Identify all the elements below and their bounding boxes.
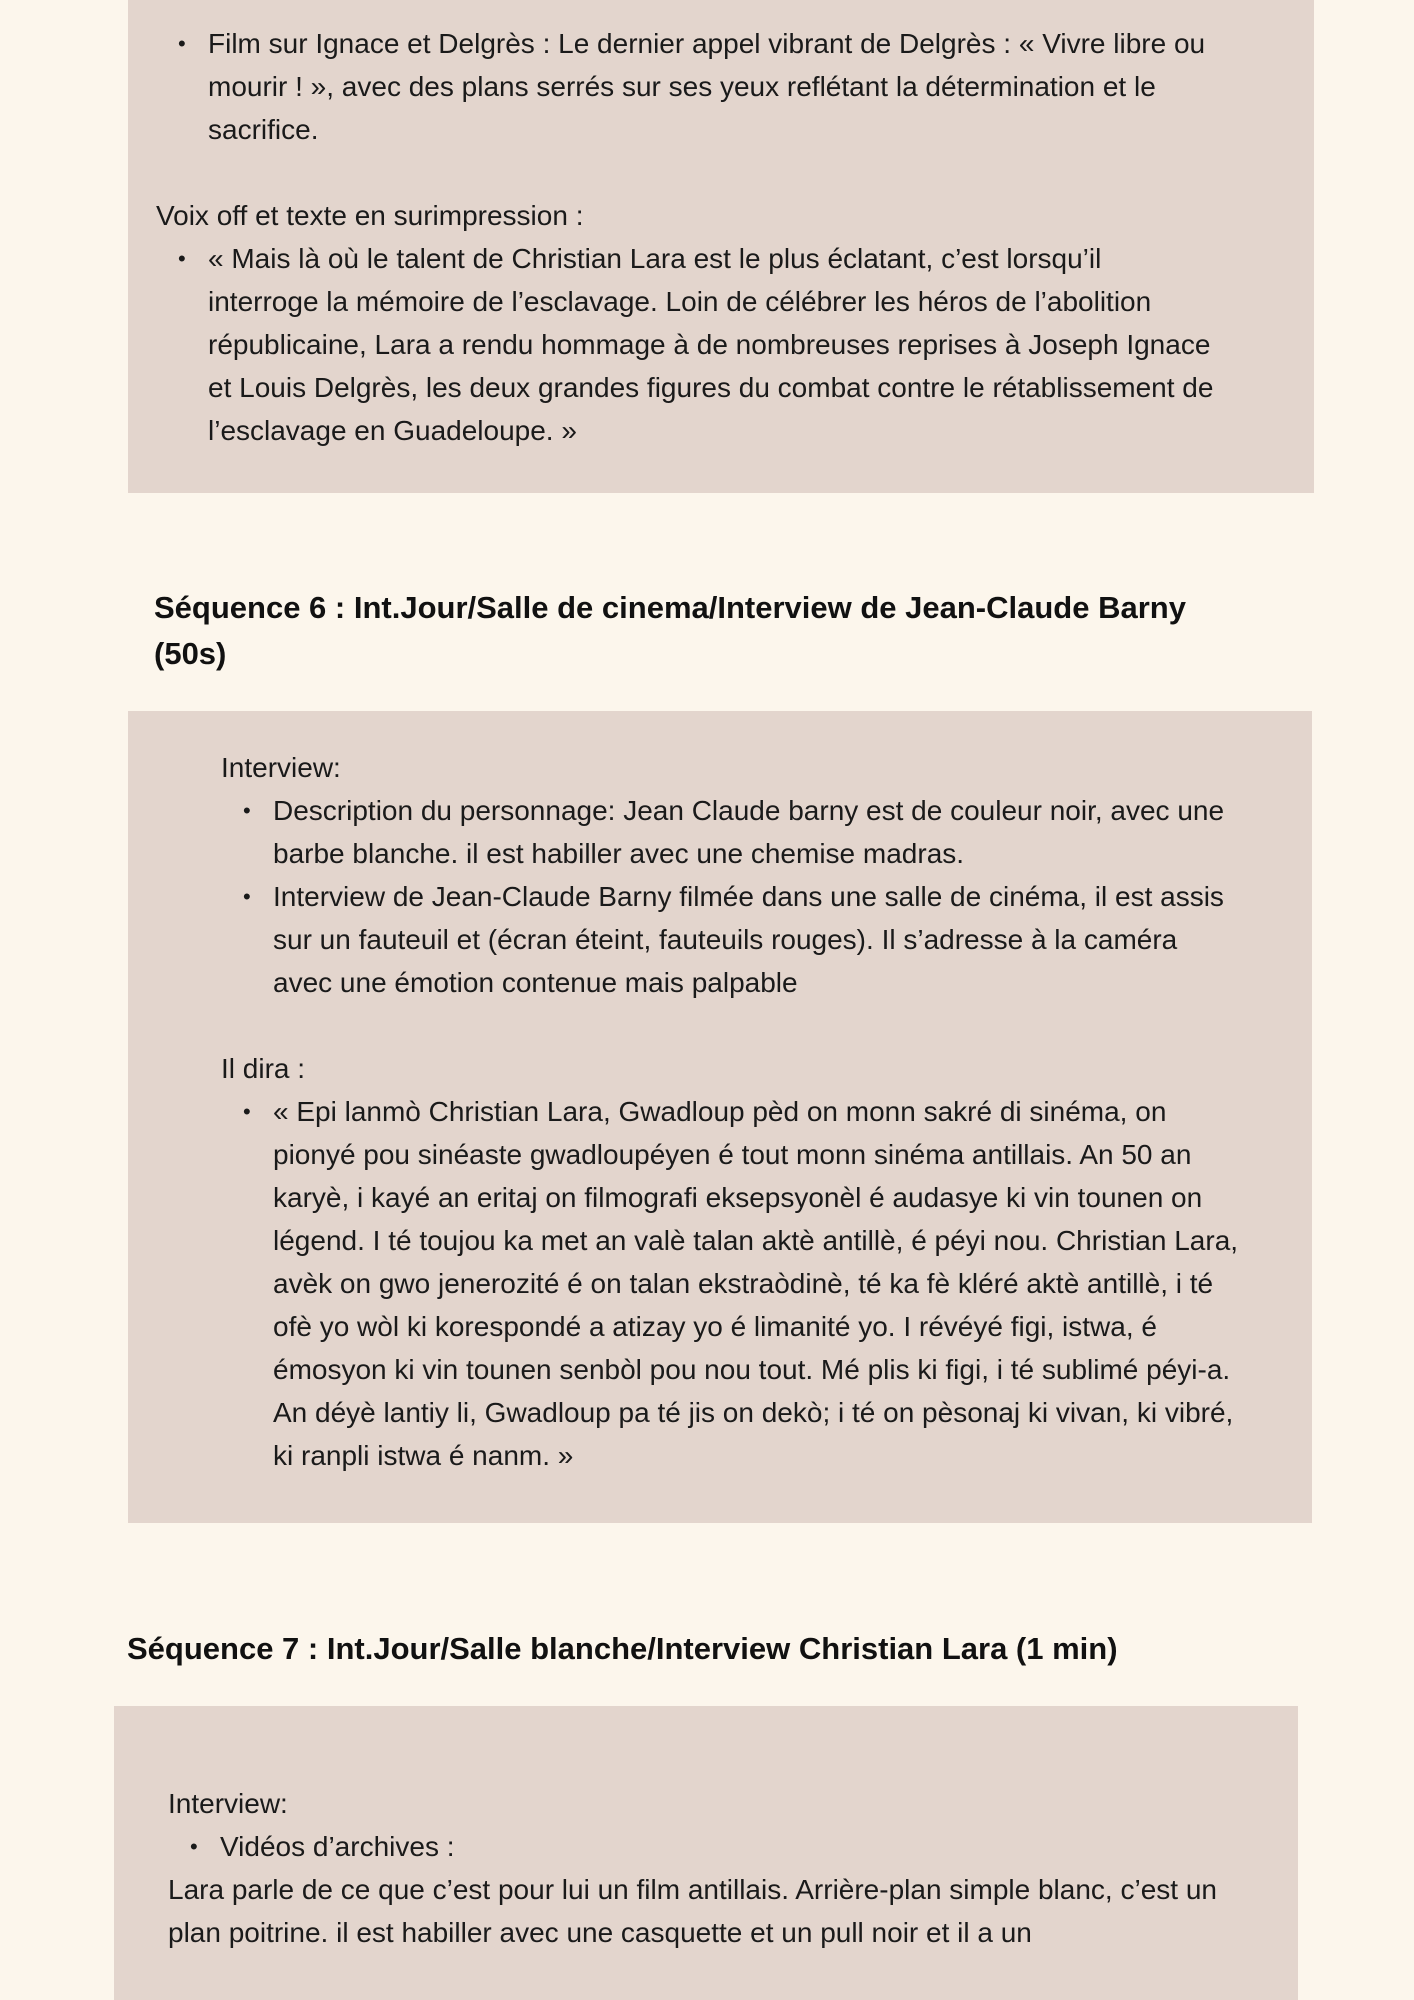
film-list bbox=[156, 22, 1218, 151]
voiceover-quote: « Mais là où le talent de Christian Lara est le plus éclatant, c’est lorsqu’il interroge la mémoire de l’esclavage. Loin de célébrer les héros de l’abolition républicaine, Lara a rendu hommage à de nombreuses reprises à Joseph Ignace et Louis Delgrès, les deux grandes figures du combat contre le rétablissement de l’esclavage en Guadeloupe. » bbox=[208, 243, 1214, 446]
voiceover-bullet bbox=[156, 237, 1218, 452]
sequence7-body: Lara parle de ce que c’est pour lui un film antillais. Arrière-plan simple blanc, c’est un plan poitrine. il est habiller avec une casquette et un pull noir et il a un bbox=[168, 1874, 1217, 1948]
voiceover-label: Voix off et texte en surimpression : bbox=[156, 200, 584, 231]
sequence7-heading: Séquence 7 : Int.Jour/Salle blanche/Interview Christian Lara (1 min) bbox=[127, 1631, 1118, 1666]
sequence6-heading: Séquence 6 : Int.Jour/Salle de cinema/Interview de Jean-Claude Barny (50s) bbox=[154, 590, 1186, 671]
archive-videos-bullet bbox=[168, 1825, 1248, 1868]
interview-setting-bullet bbox=[221, 875, 1241, 1004]
sequence6-interview-label: Interview: bbox=[221, 752, 341, 783]
sequence5-content bbox=[156, 22, 1218, 452]
sequence7-panel bbox=[114, 1706, 1298, 2000]
character-description-bullet bbox=[221, 789, 1241, 875]
film-bullet bbox=[156, 22, 1218, 151]
voiceover-list bbox=[208, 237, 1218, 452]
sequence6-content bbox=[221, 746, 1241, 1477]
dira-label: Il dira : bbox=[221, 1053, 306, 1084]
film-bullet-text: Film sur Ignace et Delgrès : Le dernier appel vibrant de Delgrès : « Vivre libre ou mourir ! », avec des plans serrés sur ses yeux reflétant la détermination et le sacrifice. bbox=[208, 28, 1206, 145]
sequence7-content bbox=[168, 1782, 1248, 1954]
sequence6-quote-list bbox=[221, 1090, 1241, 1477]
interview-setting-text: Interview de Jean-Claude Barny filmée dans une salle de cinéma, il est assis sur un fauteuil et (écran éteint, fauteuils rouges). Il s’adresse à la caméra avec une émotion contenue mais palpable bbox=[273, 881, 1224, 998]
barny-quote-text: « Epi lanmò Christian Lara, Gwadloup pèd on monn sakré di sinéma, on pionyé pou sinéaste gwadloupéyen é tout monn sinéma antillais. An 50 an karyè, i kayé an eritaj on filmografi eksepsyonèl é audasye ki vin tounen on légend. I té toujou ka met an valè talan aktè antillè, é péyi nou. Christian Lara, avèk on gwo jenerozité é on talan ekstraòdinè, té ka fè kléré aktè antillè, i té ofè yo wòl ki korespondé a atizay yo é limanité yo. I révéyé figi, istwa, é émosyon ki vin tounen senbòl pou nou tout. Mé plis ki figi, i té sublimé péyi-a. An déyè lantiy li, Gwadloup pa té jis on dekò; i té on pèsonaj ki vivan, ki vibré, ki ranpli istwa é nanm. » bbox=[273, 1096, 1239, 1471]
barny-quote-bullet bbox=[221, 1090, 1241, 1477]
character-description-text: Description du personnage: Jean Claude barny est de couleur noir, avec une barbe blanche. il est habiller avec une chemise madras. bbox=[273, 795, 1225, 869]
sequence5-panel bbox=[128, 0, 1314, 493]
sequence7-list bbox=[168, 1825, 1248, 1868]
sequence6-panel bbox=[128, 711, 1312, 1523]
sequence6-description-list bbox=[221, 789, 1241, 1004]
sequence7-interview-label: Interview: bbox=[168, 1788, 288, 1819]
archive-videos-text: Vidéos d’archives : bbox=[220, 1831, 455, 1862]
